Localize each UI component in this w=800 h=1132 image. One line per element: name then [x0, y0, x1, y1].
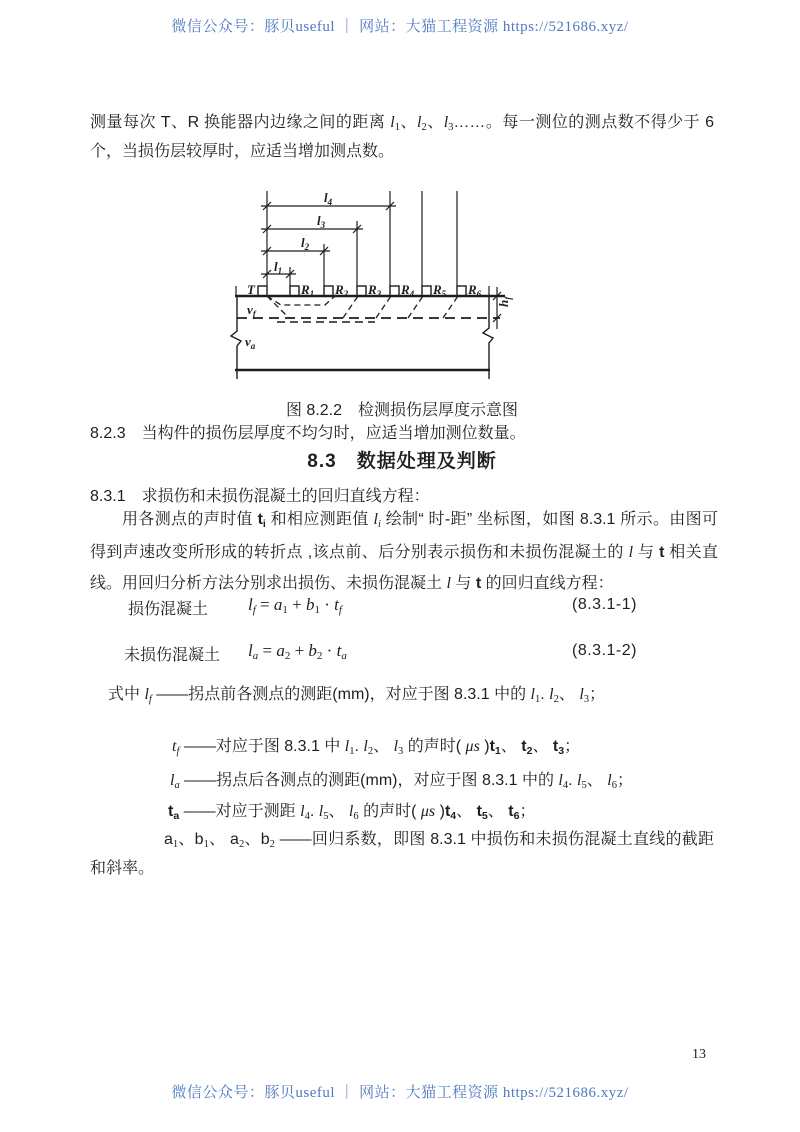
receiver-label-r5: $R_5$ [433, 282, 447, 299]
hf-label: $h_f$ [496, 296, 513, 307]
formula-row-undamaged [0, 642, 800, 668]
hf-dimension [493, 287, 513, 329]
equation-number-2: (8.3.1-2) [572, 642, 637, 659]
receiver-label-r6: $R_6$ [468, 282, 482, 299]
footer-watermark: 微信公众号：豚贝useful ｜ 网站：大猫工程资源 https://521686.xyz/ [171, 1085, 629, 1101]
formula-row-damaged [0, 596, 800, 622]
damaged-layer-boundary [237, 318, 500, 322]
receiver-label-r4: $R_4$ [401, 282, 415, 299]
formula-label-undamaged: 未损伤混凝土 [124, 647, 221, 664]
figure-caption: 图 8.2.2 检测损伤层厚度示意图 [285, 402, 519, 419]
section-heading-8-3: 8.3 数据处理及判断 [307, 451, 497, 472]
concrete-section-outline [231, 286, 505, 379]
ray-paths [267, 296, 458, 318]
velocity-damaged-label: $v_f$ [247, 302, 256, 319]
symbol-line-tf: tf ——对应于图 8.3.1 中 l1. l2、 l3 的声时( μs )t1、 t2、 t3； [172, 738, 581, 757]
receiver-label-r2: $R_2$ [335, 282, 349, 299]
receiver-label-r3: $R_3$ [368, 282, 382, 299]
formula-label-damaged: 损伤混凝土 [128, 601, 209, 618]
header-watermark: 微信公众号：豚贝useful ｜ 网站：大猫工程资源 https://521686.xyz/ [171, 19, 629, 35]
page-number: 13 [692, 1047, 706, 1062]
figure-8-2-2-diagram [225, 183, 520, 398]
paragraph-regression-intro: 用各测点的声时值 ti 和相应测距值 li 绘制“ 时-距” 坐标图，如图 8.3.1 所示。由图可得到声速改变所形成的转折点 ,该点前、后分别表示损伤和未损伤混凝土的 l 与 t 相关直线。用回归分析方法分别求出损伤、未损伤混凝土 l 与 t 的回归直线方程： [90, 511, 718, 592]
dim-label-l4: $l_4$ [324, 190, 333, 207]
formula-expr-undamaged: la = a2 + b2 · ta [248, 641, 347, 663]
equation-number-1: (8.3.1-1) [572, 596, 637, 613]
transmitter-label: T [247, 282, 255, 297]
paragraph-8-3-1: 8.3.1 求损伤和未损伤混凝土的回归直线方程： [90, 488, 430, 505]
velocity-sound-label: $v_a$ [245, 334, 256, 351]
dimension-extension-lines [267, 191, 457, 286]
symbol-line-la: la ——拐点后各测点的测距(mm)，对应于图 8.3.1 中的 l4. l5、 l6； [170, 772, 633, 791]
dim-label-l2: $l_2$ [301, 235, 310, 252]
paragraph-measuring-points: 测量每次 T、R 换能器内边缘之间的距离 l1、l2、l3……。每一测位的测点数不得少于 6 个，当损伤层较厚时，应适当增加测点数。 [90, 114, 714, 160]
symbol-line-lf: 式中 lf ——拐点前各测点的测距(mm)，对应于图 8.3.1 中的 l1. l2、 l3； [108, 686, 606, 705]
formula-expr-damaged: lf = a1 + b1 · tf [248, 595, 342, 617]
dim-label-l1: $l_1$ [274, 259, 283, 276]
symbol-line-coefficients: a1、b1、 a2、b2 ——回归系数，即图 8.3.1 中损伤和未损伤混凝土直线的截距和斜率。 [90, 831, 714, 877]
dim-label-l3: $l_3$ [317, 213, 326, 230]
receiver-label-r1: $R_1$ [301, 282, 315, 299]
paragraph-8-2-3: 8.2.3 当构件的损伤层厚度不均匀时，应适当增加测位数量。 [90, 425, 526, 442]
symbol-line-ta: ta ——对应于测距 l4. l5、 l6 的声时( μs )t4、 t5、 t6； [168, 803, 536, 822]
dimension-arrow-ticks [263, 202, 394, 278]
